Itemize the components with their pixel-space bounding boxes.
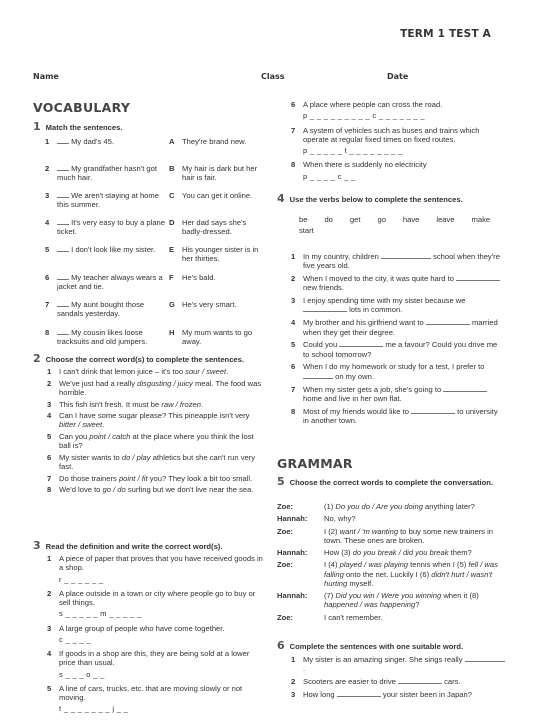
item-text: Scooters are easier to drive cars. (303, 677, 461, 687)
item-number: 6 (45, 273, 50, 282)
list-item (291, 362, 505, 381)
speaker: Hannah: (277, 548, 308, 557)
definition-row (47, 624, 265, 633)
conversation-line (277, 560, 505, 588)
item-text: I can't drink that lemon juice – it's too sour / sweet. (59, 367, 229, 376)
item-text: My sister wants to do / play athletics but she can't run very fast. (59, 452, 256, 472)
match-right-text: Her dad says she's badly-dressed. (182, 218, 247, 237)
item-number: 8 (45, 328, 50, 337)
match-right-text: You can get it online. (182, 191, 253, 200)
conversation-line (277, 613, 505, 622)
match-row (45, 218, 264, 237)
list-item (291, 296, 505, 315)
list-item (47, 453, 265, 472)
item-number: 6 (47, 452, 52, 462)
line-text: I (2) want / 'm wanting to buy some new trainers in town. These ones are broken. (324, 526, 494, 545)
list-item (291, 252, 505, 271)
word-bank-item: leave (436, 215, 455, 224)
answer-hint[interactable]: s _ _ _ o _ _ (59, 669, 105, 679)
task-number: 4 (277, 192, 285, 205)
task-instruction: Use the verbs below to complete the sentences. (289, 195, 463, 204)
definition-text: A system of vehicles such as buses and trains which operate at regular fixed times on fixed routes. (303, 125, 480, 144)
item-number: 2 (291, 677, 296, 687)
task-3-list-left (33, 554, 265, 719)
line-text: (7) Did you win / Were you winning when it (8) happened / was happening? (324, 591, 479, 610)
line-text: (1) Do you do / Are you doing anything later? (324, 502, 475, 511)
line-text: I can't remember. (324, 612, 383, 622)
item-text: Can I have some sugar please? This pineapple isn't very bitter / sweet. (59, 411, 250, 430)
item-number: 7 (45, 300, 50, 309)
answer-blank[interactable] (339, 346, 383, 347)
answer-blank[interactable] (426, 324, 470, 325)
word-bank (299, 215, 499, 236)
word-bank-item: be (299, 215, 308, 224)
item-text: Most of my friends would like to to university in another town. (303, 406, 498, 425)
answer-blank[interactable] (456, 280, 500, 281)
item-number: 5 (47, 432, 52, 442)
list-item (47, 379, 265, 398)
item-number: 7 (291, 384, 296, 394)
conversation-line (277, 591, 505, 610)
match-row (45, 328, 264, 347)
item-number: 1 (291, 252, 296, 261)
item-number: 3 (291, 296, 296, 306)
task-instruction: Choose the correct word(s) to complete the sentences. (45, 355, 244, 364)
match-letter: B (169, 164, 175, 173)
match-right-text: He's bald. (182, 273, 216, 282)
list-item (291, 126, 505, 156)
answer-blank[interactable] (398, 683, 442, 684)
match-row (45, 273, 264, 292)
item-number: 2 (47, 378, 52, 388)
item-number: 5 (45, 245, 50, 254)
match-left-text: My cousin likes loose tracksuits and old jumpers. (57, 328, 148, 347)
word-choice[interactable]: point / catch (89, 432, 131, 442)
match-row (45, 164, 264, 183)
definition-text: If goods in a shop are this, they are being sold at a lower price than usual. (59, 649, 250, 668)
match-right-text: His younger sister is in her thirties. (182, 245, 259, 264)
item-number: 4 (47, 649, 52, 658)
task-4-list (277, 252, 505, 429)
match-left-text: It's very easy to buy a plane ticket. (57, 218, 166, 237)
list-item (47, 485, 265, 494)
item-text: When my sister gets a job, she's going to home and live in her own flat. (303, 385, 505, 404)
list-item (291, 160, 505, 181)
item-number: 4 (47, 411, 52, 421)
match-letter: A (169, 137, 175, 146)
speaker: Zoe: (277, 612, 294, 622)
definition-row (47, 554, 265, 573)
task-number: 6 (277, 639, 285, 652)
match-right-text: He's very smart. (182, 300, 237, 309)
answer-blank[interactable] (443, 391, 487, 392)
word-bank-item: make (471, 215, 491, 224)
vocabulary-heading: VOCABULARY (33, 100, 131, 115)
task-4-header (277, 193, 505, 204)
list-item (47, 684, 265, 714)
match-right-text: My hair is dark but her hair is fair. (182, 164, 258, 183)
definition-row (291, 100, 505, 109)
item-text: When I moved to the city, it was quite hard to new friends. (303, 274, 505, 293)
line-text: No, why? (324, 514, 356, 524)
answer-blank[interactable] (57, 224, 69, 225)
definition-text: A piece of paper that proves that you have received goods in a shop. (59, 554, 263, 573)
word-choice[interactable]: happened / was happening (324, 600, 416, 610)
speaker: Zoe: (277, 526, 294, 536)
item-text: We've just had a really disgusting / juicy meal. The food was horrible. (59, 378, 262, 397)
word-bank-item: get (349, 215, 361, 224)
item-text: We'd love to go / do surfing but we don't live near the sea. (59, 485, 254, 495)
match-row (45, 245, 264, 264)
answer-blank[interactable] (57, 251, 69, 252)
word-choice[interactable]: want / 'm wanting (339, 526, 399, 536)
task-instruction: Complete the sentences with one suitable word. (289, 642, 464, 651)
item-number: 8 (291, 160, 296, 170)
definition-row (291, 160, 505, 169)
match-letter: D (169, 218, 175, 227)
list-item (291, 385, 505, 404)
match-right-text: My mum wants to go away. (182, 328, 253, 347)
word-choice[interactable]: do / play (121, 452, 151, 462)
answer-blank[interactable] (381, 258, 431, 259)
list-item (291, 340, 505, 359)
answer-hint[interactable]: p _ _ _ _ _ _ _ _ _ c _ _ _ _ _ _ _ (303, 111, 425, 121)
speaker: Zoe: (277, 502, 294, 511)
list-item (47, 367, 265, 376)
list-item (47, 411, 265, 430)
match-letter: F (169, 273, 174, 282)
list-item (47, 589, 265, 619)
item-number: 3 (47, 623, 52, 633)
task-instruction: Choose the correct words to complete the conversation. (289, 478, 494, 487)
grammar-heading: GRAMMAR (277, 456, 353, 471)
word-choice[interactable]: bitter / sweet (59, 420, 103, 430)
conversation-line (277, 514, 505, 523)
list-item (291, 318, 505, 337)
item-number: 6 (291, 100, 296, 109)
match-right-text: They're brand new. (182, 137, 247, 146)
item-number: 1 (291, 655, 296, 664)
word-choice[interactable]: sour / sweet (185, 367, 227, 376)
item-text: Can you point / catch at the place where you think the lost ball is? (59, 432, 254, 451)
word-choice[interactable]: Did you win / Were you winning (335, 591, 442, 600)
word-choice[interactable]: Do you do / Are you doing (335, 502, 423, 511)
word-choice[interactable]: fell / was falling (324, 560, 498, 579)
word-choice[interactable]: raw / frozen (161, 399, 201, 409)
task-number: 1 (33, 120, 41, 133)
word-choice[interactable]: do you break / did you break (352, 548, 449, 557)
item-text: In my country, children school when they're five years old. (303, 252, 500, 271)
definition-row (47, 649, 265, 668)
answer-hint[interactable]: c _ _ _ _ (59, 634, 91, 644)
item-number: 4 (45, 218, 50, 227)
list-item (291, 655, 505, 674)
item-text: When I do my homework or study for a test, I prefer to on my own. (303, 362, 485, 381)
word-choice[interactable]: didn't hurt / wasn't hurting (324, 569, 492, 588)
word-choice[interactable]: point / fit (118, 473, 148, 483)
match-letter: E (169, 245, 175, 254)
answer-hint[interactable]: r _ _ _ _ _ _ (59, 574, 104, 584)
answer-blank[interactable] (57, 279, 69, 280)
word-bank-item: do (324, 215, 333, 224)
definition-text: A place outside in a town or city where people go to buy or sell things. (59, 588, 256, 607)
conversation-line (277, 548, 505, 557)
item-number: 1 (45, 137, 50, 146)
conversation (277, 502, 505, 625)
item-number: 3 (47, 399, 52, 409)
list-item (47, 624, 265, 645)
match-left-text: My dad's 45. (57, 137, 169, 146)
list-item (47, 400, 265, 409)
word-choice[interactable]: go / do (102, 485, 126, 495)
task-5-header (277, 476, 505, 487)
item-number: 5 (47, 683, 52, 693)
date-label: Date (387, 72, 409, 81)
definition-row (291, 126, 505, 145)
answer-hint[interactable]: p _ _ _ _ _ t _ _ _ _ _ _ _ _ (303, 146, 403, 155)
match-row (45, 300, 264, 319)
item-text: Could you me a favour? Could you drive me to school tomorrow? (303, 340, 498, 359)
item-number: 2 (45, 164, 50, 173)
list-item (291, 677, 505, 686)
item-text: My brother and his girlfriend want to married when they get their degree. (303, 318, 498, 337)
definition-text: A place where people can cross the road. (303, 100, 443, 109)
match-row (45, 137, 264, 146)
word-bank-item: start (299, 226, 314, 236)
match-letter: C (169, 191, 175, 200)
line-text: How (3) do you break / did you break them? (324, 548, 472, 557)
item-text: Do those trainers point / fit you? They look a bit too small. (59, 473, 253, 483)
match-left-text: My grandfather hasn't got much hair. (57, 164, 157, 183)
class-label: Class (261, 72, 285, 81)
list-item (47, 432, 265, 451)
list-item (47, 554, 265, 584)
word-bank-item: have (402, 215, 420, 224)
task-1-header (33, 121, 265, 132)
line-text: I (4) played / was playing tennis when I (5) fell / was falling onto the net. Luckily I (6) didn't hurt / wasn't hurting myself. (324, 560, 498, 588)
speaker: Zoe: (277, 560, 294, 570)
word-choice[interactable]: disgusting / juicy (137, 378, 193, 388)
answer-blank[interactable] (465, 661, 505, 662)
list-item (291, 407, 505, 426)
speaker: Hannah: (277, 591, 308, 600)
item-number: 8 (47, 485, 52, 495)
answer-blank[interactable] (57, 143, 69, 144)
task-3-header (33, 540, 265, 551)
answer-blank[interactable] (411, 413, 455, 414)
task-number: 3 (33, 539, 41, 552)
item-number: 1 (47, 554, 52, 563)
task-6-header (277, 640, 505, 651)
answer-hint[interactable]: p _ _ _ _ c _ _ (303, 171, 356, 181)
match-letter: H (169, 328, 175, 337)
answer-blank[interactable] (303, 311, 347, 312)
item-number: 3 (45, 191, 50, 200)
task-number: 5 (277, 475, 285, 488)
definition-row (47, 684, 265, 703)
item-number: 6 (291, 362, 296, 372)
test-title: TERM 1 TEST A (400, 28, 491, 40)
task-2-header (33, 353, 265, 364)
item-number: 3 (291, 689, 296, 699)
item-number: 4 (291, 318, 296, 328)
list-item (47, 474, 265, 483)
conversation-line (277, 502, 505, 511)
item-number: 2 (47, 588, 52, 598)
list-item (291, 274, 505, 293)
word-bank-item: go (377, 215, 386, 224)
task-2-list (33, 367, 265, 497)
match-left-text: We aren't staying at home this summer. (57, 191, 159, 210)
list-item (291, 690, 505, 699)
answer-blank[interactable] (57, 334, 69, 335)
answer-hint[interactable]: s _ _ _ _ _ m _ _ _ _ _ (59, 609, 142, 619)
list-item (291, 100, 505, 121)
match-left-text: I don't look like my sister. (57, 245, 169, 264)
task-3-list-right (277, 100, 505, 186)
answer-blank[interactable] (57, 197, 69, 198)
answer-hint[interactable]: t _ _ _ _ _ _ _ j _ _ (59, 704, 129, 714)
answer-blank[interactable] (57, 170, 69, 171)
answer-blank[interactable] (303, 378, 333, 379)
name-label: Name (33, 72, 59, 81)
item-number: 5 (291, 340, 296, 350)
task-instruction: Read the definition and write the correct word(s). (45, 542, 223, 551)
match-letter: G (169, 300, 175, 309)
item-number: 7 (291, 125, 296, 135)
match-left-text: My teacher always wears a jacket and tie. (57, 273, 163, 292)
task-number: 2 (33, 352, 41, 365)
definition-text: A line of cars, trucks, etc. that are moving slowly or not moving. (59, 683, 243, 702)
item-number: 1 (47, 367, 52, 376)
item-text: My sister is an amazing singer. She sings really . (303, 655, 505, 674)
item-text: How long your sister been in Japan? (303, 689, 472, 699)
definition-text: When there is suddenly no electricity (303, 160, 427, 170)
speaker: Hannah: (277, 514, 308, 524)
conversation-line (277, 527, 505, 546)
item-number: 2 (291, 274, 296, 284)
item-text: I enjoy spending time with my sister because we lots in common. (303, 296, 466, 315)
list-item (47, 649, 265, 679)
item-number: 7 (47, 473, 52, 483)
item-number: 8 (291, 406, 296, 416)
match-row (45, 191, 264, 210)
match-left-text: My aunt bought those sandals yesterday. (57, 300, 145, 319)
word-choice[interactable]: played / was playing (339, 560, 409, 570)
answer-blank[interactable] (337, 696, 381, 697)
definition-text: A large group of people who have come together. (59, 623, 225, 633)
task-instruction: Match the sentences. (45, 123, 123, 132)
item-text: This fish isn't fresh. It must be raw / frozen. (59, 399, 204, 409)
definition-row (47, 589, 265, 608)
answer-blank[interactable] (57, 306, 69, 307)
task-6-list (277, 655, 505, 703)
